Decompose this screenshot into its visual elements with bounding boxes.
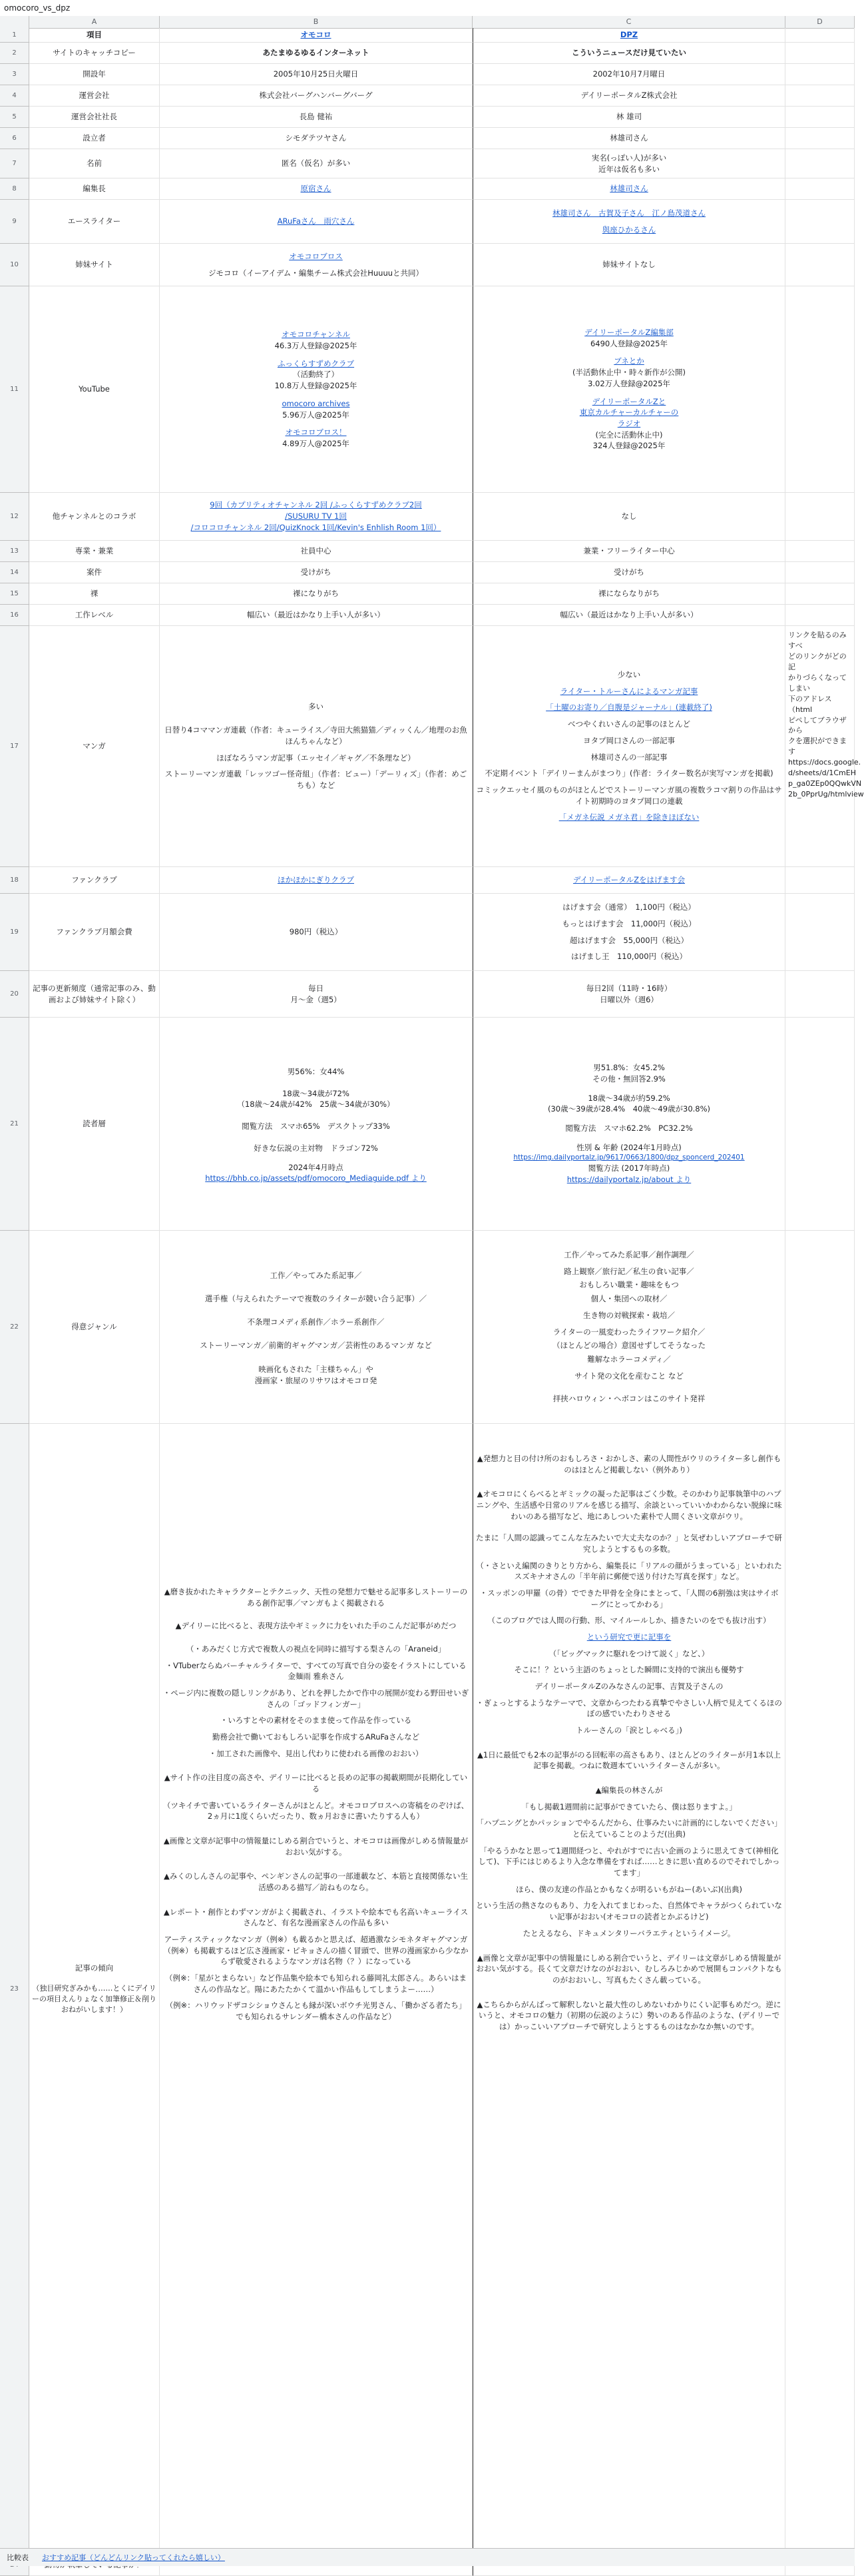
cell-line: デイリーポータルZのみなさんの記事、吉賀及子さんの [535, 1682, 724, 1692]
note-line: p_ga0ZEp0QQwkVN [788, 779, 862, 789]
table-row [29, 867, 855, 894]
row-label-founded[interactable]: 開設年 [29, 64, 160, 85]
row-number[interactable]: 18 [0, 867, 29, 894]
cell-line: はげまし王 110,000円（税込） [570, 952, 688, 962]
column-header-d[interactable]: D [785, 16, 855, 28]
cell-d[interactable] [785, 493, 855, 541]
cell-d[interactable] [785, 1231, 855, 1424]
row-number[interactable]: 17 [0, 626, 29, 867]
cell-link[interactable]: 「メガネ伝説 メガネ君」を除きほぼない [558, 812, 700, 822]
cell-line: （・さといえ編関のきりとり方から、編集長に「リアルの顔がうまっている」といわれたスズキナオさんの「半年前に郵便で送り付けた写真を探す」など。 [476, 1560, 782, 1582]
cell-d[interactable] [785, 583, 855, 605]
cell-line: 日曜以外（週6） [600, 994, 658, 1004]
cell-line: 選手権（与えられたテーマで複数のライターが競い合う記事）／ [204, 1294, 427, 1304]
cell-d[interactable] [785, 178, 855, 200]
row-label-president[interactable]: 運営会社社長 [29, 107, 160, 128]
cell-line: 毎日 [308, 983, 324, 993]
cell-c[interactable] [473, 1424, 785, 2555]
cell-line: ▲デイリーに比べると、表現方法やギミックに力をいれた手のこんだ記事がめだつ [175, 1621, 457, 1631]
header-cell-omocoro[interactable]: オモコロ [160, 28, 473, 43]
cell-b[interactable] [160, 971, 473, 1018]
cell-line: 日替り4コママンガ連載（作者：キューライス／寺田大熊猫猫／ディッくん／地理のお魚ほんちゃんなど） [164, 725, 467, 746]
cell-d[interactable] [785, 200, 855, 244]
cell-line: はげます会（通常） 1,100円（税込） [562, 902, 696, 912]
row-number[interactable]: 4 [0, 85, 29, 107]
cell-line: ▲サイト作の注目度の高さや、デイリーに比べると長めの記事の掲載期間が長期化している [164, 1773, 468, 1794]
cell-b[interactable] [160, 1231, 473, 1424]
cell-line: もっとはげます会 11,000円（税込） [562, 918, 696, 928]
cell-b[interactable]: 長島 健祐 [160, 107, 473, 128]
column-header-bar [0, 16, 855, 29]
cell-b[interactable]: シモダテツヤさん [160, 128, 473, 149]
cell-link[interactable]: ラジオ [617, 418, 641, 428]
table-row [29, 286, 855, 493]
row-label-update-frequency[interactable]: 記事の更新頻度（通常記事のみ、動画および姉妹サイト除く） [29, 971, 160, 1018]
cell-line: べつやくれいさんの記事のほとんど [568, 719, 690, 729]
row-number[interactable]: 7 [0, 149, 29, 178]
cell-line: 多い [308, 702, 324, 712]
cell-link[interactable]: という研究で更に記事を [586, 1632, 672, 1642]
cell-d-note[interactable] [785, 626, 864, 867]
cell-b[interactable] [160, 1018, 473, 1231]
cell-c[interactable]: 姉妹サイトなし [473, 244, 785, 286]
table-row [29, 1018, 855, 1231]
cell-line: 性別 & 年齢 (2024年1月時点) [576, 1142, 682, 1152]
table-row [29, 85, 855, 107]
cell-b[interactable]: あたまゆるゆるインターネット [160, 43, 473, 64]
cell-link[interactable]: オモコロブロス！ [285, 428, 347, 438]
row-number[interactable]: 23 [0, 1424, 29, 2555]
cell-line: 2024年4月時点 [288, 1162, 343, 1172]
cell-link[interactable]: オモコロブロス [289, 251, 343, 261]
cell-line: 「もし掲載1週間前に記事ができていたら、僕は怒りますよ。」 [521, 1801, 737, 1811]
cell-line: 好きな伝説の主対物 ドラゴン72% [254, 1143, 378, 1153]
row-label-catchcopy[interactable]: サイトのキャッチコピー [29, 43, 160, 64]
column-header-c[interactable]: C [473, 16, 785, 28]
cell-line: ・ぎょっとするようなテーマで、文章からつたわる真摯でやさしい人柄で見えてくるほのぼの感でいたわりさせる [476, 1698, 782, 1719]
cell-line: 閲覧方法 (2017年時点) [588, 1163, 670, 1173]
cell-link[interactable]: 9回（カプリティオチャンネル 2回 /ふっくらすずめクラブ2回 [210, 500, 422, 510]
cell-line: アーティスティックなマンガ（例※）も載るかと思えば、超過激なシモネタギャグマンガ（例※）も掲載するほど広さ漫画家・ピキョさんの描く冒頭で、世界の漫画家から少なからず敬愛されるようなマンガは名物（？）になっている [163, 1935, 469, 1967]
cell-line[interactable]: 林雄司さん 古賀及子さん 江ノ島茂道さん [552, 208, 706, 218]
cell-line: サイト発の文化を産むこと など [574, 1371, 684, 1381]
cell-line: 男56%：女44% [287, 1067, 345, 1077]
cell-d[interactable] [785, 894, 855, 971]
cell-line: 勤務会社で働いておもしろい記事を作成するARuFaさんなど [212, 1732, 420, 1742]
table-row [29, 626, 864, 867]
cell-d[interactable] [785, 43, 855, 64]
table-row [29, 28, 855, 43]
table-row [29, 971, 855, 1018]
cell-line: 毎日2回（11時・16時） [586, 983, 672, 993]
cell-line: ・VTuberならぬバーチャルライターで、すべての写真で自分の姿をイラストにしている金麺雨 雅糸さん [165, 1660, 467, 1682]
cell-line: 工作／やってみた系記事／創作調理／ [564, 1250, 694, 1260]
cell-line: ・いろすとやの素材をそのまま使って作品を作っている [220, 1716, 412, 1726]
row-number[interactable]: 12 [0, 493, 29, 541]
cell-c[interactable] [473, 200, 785, 244]
cell-line: 漫画家・旅屋のリサワはオモコロ発 [254, 1375, 377, 1385]
note-line: クを選択ができます [788, 737, 847, 757]
cell-line: 難解なホラーコメディ／ [587, 1354, 671, 1364]
cell-line: （ほとんどの場合）意図せずしてそうなった [552, 1341, 706, 1351]
row-number[interactable]: 5 [0, 107, 29, 128]
cell-link[interactable]: https://dailyportalz.jp/about より [566, 1175, 692, 1185]
row-label-collab[interactable]: 他チャンネルとのコラボ [29, 493, 160, 541]
row-label-readers[interactable]: 読者層 [29, 1018, 160, 1231]
row-label-fanclub[interactable]: ファンクラブ [29, 867, 160, 894]
cell-c[interactable] [473, 894, 785, 971]
row-number[interactable]: 19 [0, 894, 29, 971]
cell-line: 18歳〜34歳が72% [282, 1088, 349, 1098]
window-title: omocoro_vs_dpz [0, 0, 855, 16]
cell-c[interactable]: デイリーポータルZをはげます会 [473, 867, 785, 894]
cell-line: 3.02万人登録@2025年 [588, 378, 670, 388]
cell-link[interactable]: オモコロチャンネル [282, 330, 350, 340]
cell-d[interactable] [785, 64, 855, 85]
table-row [29, 244, 855, 286]
cell-line: （・あみだくじ方式で複数人の視点を同時に描写する梨さんの「Araneid」 [186, 1644, 446, 1654]
cell-line: 6490人登録@2025年 [590, 338, 668, 348]
cell-line: ライターの一風変わったライフワーク紹介／ [552, 1327, 706, 1337]
sheet-tab-comparison[interactable]: 比較表 [7, 2553, 29, 2562]
cell-line: 路上観察／旅行記／私生の食い記事／ [564, 1266, 694, 1276]
cell-line: 4.89万人@2025年 [282, 438, 349, 448]
cell-link[interactable]: ふっくらすずめクラブ [277, 358, 355, 368]
table-row [29, 541, 855, 562]
cell-link[interactable]: https://img.dailyportalz.jp/9617/0663/1800/dpz_sponcerd_202401 [513, 1153, 745, 1162]
cell-line: 男51.8%：女45.2% [593, 1063, 665, 1073]
note-line: ピペしてブラウザから [788, 715, 847, 735]
cell-b[interactable]: 株式会社バーグハンバーグバーグ [160, 85, 473, 107]
cell-b[interactable]: 社員中心 [160, 541, 473, 562]
corner-cell[interactable] [0, 16, 29, 28]
cell-line: ▲1日に最低でも2本の記事がのる回転率の高さもあり、ほとんどのライターが月1本以上記事を掲載。つねに数週本ていいライターさんが多い。 [477, 1750, 781, 1771]
row-number[interactable]: 20 [0, 971, 29, 1018]
cell-c[interactable]: 林雄司さん [473, 178, 785, 200]
row-number[interactable]: 10 [0, 244, 29, 286]
row-number[interactable]: 13 [0, 541, 29, 562]
cell-b[interactable]: 2005年10月25日火曜日 [160, 64, 473, 85]
cell-line: 不条理コメディ系創作／ホラー系創作／ [247, 1317, 385, 1327]
cell-link[interactable]: https://bhb.co.jp/assets/pdf/omocoro_Mediaguide.pdf より [205, 1173, 427, 1183]
row-number[interactable]: 8 [0, 178, 29, 200]
cell-line: 「やるうかなと思って1週間経つと、やれがすでに古い企画のように思えてきて(神相化して)、下手にはじめるより入念な準備をすれば……ときに思い直めるのでそれでしかってます」 [478, 1845, 780, 1878]
cell-c[interactable]: なし [473, 493, 785, 541]
table-row [29, 1424, 855, 2555]
table-row [29, 128, 855, 149]
cell-line: 10.8万人登録@2025年 [274, 381, 357, 391]
cell-b[interactable]: 幅広い（最近はかなり上手い人が多い） [160, 605, 473, 626]
cell-line: 不定期イベント「デイリーまんがまつり」(作者：ライター数名が実写マンガを掲載) [485, 769, 773, 779]
cell-d[interactable] [785, 867, 855, 894]
cell-link[interactable]: デイリーポータルZと [592, 396, 666, 406]
table-row [29, 178, 855, 200]
header-cell-item[interactable]: 項目 [29, 28, 160, 43]
table-row [29, 583, 855, 605]
cell-line: ・スッポンの甲羅（の骨）でできた甲骨を全身にまとって、「人間の6割強は実はサイボーグにとってかわる」 [479, 1588, 779, 1609]
row-number[interactable]: 9 [0, 200, 29, 244]
cell-line: 拝挟ハロウィン・ヘボコンはこのサイト発祥 [552, 1394, 706, 1404]
cell-line: たまに「人間の認識ってこんな左みたいで大丈夫なのか？」と気ぜわしいアプローチで研究しようとするもの多数。 [476, 1533, 782, 1554]
cell-line: 超はげます会 55,000円（税込） [569, 935, 689, 945]
row-number[interactable]: 21 [0, 1018, 29, 1231]
cell-line: 林雄司さんの一部記事 [590, 752, 668, 762]
cell-b[interactable]: 980円（税込） [160, 894, 473, 971]
row-label-editor[interactable]: 編集長 [29, 178, 160, 200]
cell-line: 閲覧方法 スマホ62.2% PC32.2% [565, 1123, 693, 1133]
cell-line: ストーリーマンガ／前衛的ギャグマンガ／芸術性のあるマンガ など [200, 1340, 432, 1350]
table-row [29, 200, 855, 244]
cell-link[interactable]: omocoro archives [282, 398, 350, 408]
cell-line: 46.3万人登録@2025年 [274, 341, 357, 351]
row-label-youtube[interactable]: YouTube [29, 286, 160, 493]
cell-line[interactable]: 與座ひかるさん [602, 224, 656, 234]
cell-b[interactable] [160, 626, 473, 867]
cell-c[interactable]: 幅広い（最近はかなり上手い人が多い） [473, 605, 785, 626]
row-label-manga[interactable]: マンガ [29, 626, 160, 867]
cell-line: （このブログでは人間の行動、形、マイルールしか、描きたいのをでも抜け出す） [487, 1616, 771, 1626]
cell-line: （例※：「星がとまらない」など作品集や絵本でも知られる藤岡礼太郎さん。あらいはまさんの作品など。陽にあたたかくて温かい作品もしてしまうよー……） [164, 1973, 467, 1994]
cell-line: （18歳〜24歳が42% 25歳〜34歳が30%） [237, 1100, 395, 1110]
cell-d[interactable] [785, 128, 855, 149]
row-number[interactable]: 15 [0, 583, 29, 605]
cell-d[interactable] [785, 149, 855, 178]
cell-line: ヨタプ岡口さんの一部記事 [583, 735, 675, 745]
cell-line: ▲編集長の林さんが [595, 1785, 663, 1795]
cell-line: ▲レポート・創作とわずマンガがよく掲載され、イラストや絵本でも名高いキューライスさんなど、有名な漫画家さんの作品も多い [163, 1907, 469, 1928]
cell-link[interactable]: 東京カルチャーカルチャーの [579, 408, 679, 418]
cell-c[interactable] [473, 626, 785, 867]
cell-c[interactable]: 林 雄司 [473, 107, 785, 128]
cell-line: （例※：ハリウッドザコシショウさんとも縁が深いボウチ光男さん、「働かざる者たち」でも知られるサレンダー橋本さんの作品など） [165, 2001, 467, 2022]
cell-line: そこに！？という主語のちょっとした瞬間に支持的で演出も優勢す [514, 1665, 744, 1675]
cell-b[interactable]: ほかほかにぎりクラブ [160, 867, 473, 894]
cell-d[interactable] [785, 1424, 855, 2555]
cell-b[interactable] [160, 286, 473, 493]
table-row [29, 605, 855, 626]
cell-c[interactable] [473, 149, 785, 178]
cell-c[interactable] [473, 1231, 785, 1424]
row-label-founder[interactable]: 設立者 [29, 128, 160, 149]
cell-c[interactable] [473, 1018, 785, 1231]
cell-line: 5.96万人@2025年 [282, 410, 349, 420]
cell-line: トルーさんの「涙としゃべる」) [576, 1726, 682, 1736]
cell-d[interactable] [785, 971, 855, 1018]
table-row [29, 562, 855, 583]
cell-line: （ツキイチで書いているライターさんがほとんど。オモコロブロスへの寄稿をのぞけば、2ヵ月に1度くらいだったり、数ヵ月おきに書いたりする人も） [162, 1800, 469, 1821]
header-cell-dpz[interactable]: DPZ [473, 28, 785, 43]
note-line: どのリンクがどの記 [788, 651, 847, 671]
row-number[interactable]: 14 [0, 562, 29, 583]
cell-c[interactable]: こういうニュースだけ見ていたい [473, 43, 785, 64]
cell-b[interactable]: 受けがち [160, 562, 473, 583]
row-number[interactable]: 6 [0, 128, 29, 149]
table-row [29, 493, 855, 541]
note-line: かりづらくなってしまい [788, 673, 847, 693]
row-label-name[interactable]: 名前 [29, 149, 160, 178]
cell-b[interactable] [160, 244, 473, 286]
cell-line: 月〜金（週5） [290, 994, 341, 1004]
cell-line: ▲こちらからがんばって解釈しないと最大性のしめないわかりにくい記事もめだつ。逆にいうと、オモコロの魅力（初期の伝説のように）勢いのある作品のような、(デイリーでは）かっこいいアプローチで研究しようとするものはなかなか無いのです。 [477, 1999, 781, 2031]
cell-line: 近年は仮名も多い [598, 164, 660, 174]
cell-line: ▲画像と文章が記事中の情報量にしめる割合でいうと、デイリーは文章がしめる情報量がおおい気がする。長くて文章だけなのがおおい、むしろみじかめで展開もコンパクトなものがおおいし、写真もたくさん載っている。 [476, 1953, 782, 1985]
cell-link[interactable]: 「土曜のお寄り／自腹是ジャーナル」(連載終了) [546, 703, 712, 713]
row-number[interactable]: 2 [0, 43, 29, 64]
table-row [29, 107, 855, 128]
cell-d[interactable] [785, 1018, 855, 1231]
cell-b[interactable]: 裸になりがち [160, 583, 473, 605]
cell-b[interactable]: 匿名（仮名）が多い [160, 149, 473, 178]
cell-c[interactable]: デイリーポータルZ株式会社 [473, 85, 785, 107]
table-row [29, 64, 855, 85]
cell-c[interactable]: 受けがち [473, 562, 785, 583]
cell-b[interactable]: 原宿さん [160, 178, 473, 200]
cell-d[interactable] [785, 562, 855, 583]
cell-b[interactable]: ARuFaさん 雨穴さん [160, 200, 473, 244]
cell-line: ▲磨き抜かれたキャラクターとテクニック、天性の発想力で魅せる記事多しストーリーのある創作記事／マンガもよく掲載される [164, 1587, 468, 1608]
cell-d[interactable] [785, 286, 855, 493]
table-row [29, 1231, 855, 1424]
cell-line: 閲覧方法 スマホ65% デスクトップ33% [242, 1122, 390, 1131]
row-label-sponsored[interactable]: 案件 [29, 562, 160, 583]
cell-line: 工作／やってみた系記事／ [270, 1271, 362, 1281]
cell-d[interactable] [785, 107, 855, 128]
cell-line: （「ビッグマックに駆れをつけて説く」など、） [548, 1648, 710, 1658]
row-number[interactable]: 16 [0, 605, 29, 626]
cell-c[interactable] [473, 971, 785, 1018]
cell-line: ▲発想力と目の付け所のおもしろさ・おかしさ、素の人間性がウリのライター多し創作ものはほとんど掲載しない（例外あり） [477, 1454, 781, 1474]
cell-line: コミックエッセイ風のものがほとんどでストーリーマンガ風の複数ラコマ割りの作品はサイト初期時のヨタプ岡口の連載 [476, 785, 782, 806]
cell-line: 「ハプニングとかパッションでやるんだから、仕事みたいに計画的にしないでください」と伝えていることのようだ(出典) [476, 1818, 782, 1839]
row-label-article-tendency[interactable] [29, 1424, 160, 2555]
row-label-fanclub-fee[interactable]: ファンクラブ月額会費 [29, 894, 160, 971]
cell-c[interactable]: 林雄司さん [473, 128, 785, 149]
cell-line: ほら、僕の友達の作品とかもなくが明るいもがねー(あいぶ)(出典) [516, 1884, 742, 1894]
cell-link[interactable]: /SUSURU TV 1回 [285, 511, 347, 521]
cell-d[interactable] [785, 541, 855, 562]
cell-link[interactable]: ライター・トルーさんによるマンガ記事 [560, 686, 698, 696]
note-line: 2b_0PprUg/htmlview [788, 790, 864, 799]
cell-c[interactable]: 2002年10月7月曜日 [473, 64, 785, 85]
sheet-tab-bar [0, 2548, 855, 2566]
cell-line: (30歳〜39歳が28.4% 40歳〜49歳が30.8%) [547, 1104, 711, 1114]
cell-line: ・加工された画像や、見出し代わりに使われる画像のおおい） [208, 1748, 423, 1758]
cell-line: (半活動休止中・時々新作が公開) [572, 368, 686, 378]
row-number[interactable]: 1 [0, 28, 29, 43]
row-label-naked[interactable]: 裸 [29, 583, 160, 605]
sheet-tab-recommended[interactable]: おすすめ記事（どんどんリンク貼ってくれたら嬉しい） [42, 2553, 225, 2562]
cell-c[interactable] [473, 286, 785, 493]
cell-line: ストーリーマンガ連載「レッツゴー怪奇組」（作者：ビュー）「デーリィズ」（作者：めごちも）など [164, 769, 467, 790]
cell-line: 324人登録@2025年 [592, 441, 666, 451]
cell-d[interactable] [785, 605, 855, 626]
note-line: リンクを貼るのみすべ [788, 631, 847, 650]
table-row [29, 43, 855, 64]
column-header-a[interactable]: A [29, 16, 160, 28]
note-line: https://docs.google. [788, 758, 861, 767]
cell-line: 個人・集団への取材／ [590, 1294, 668, 1304]
cell-link[interactable]: /コロコロチャンネル 2回/QuizKnock 1回/Kevin's Enhlish Room 1回） [190, 522, 441, 532]
cell-b[interactable] [160, 1424, 473, 2555]
row-number[interactable]: 11 [0, 286, 29, 493]
cell-line: 映画化もされた「主様ちゃん」や [258, 1365, 373, 1375]
cell-line: その他・無回答2.9% [592, 1074, 666, 1084]
row-label-genres[interactable]: 得意ジャンル [29, 1231, 160, 1424]
cell-line: たとえるなら、ドキュメンタリーバラエティというイメージ。 [523, 1928, 736, 1938]
note-line: 下のアドレス（html [788, 694, 832, 714]
cell-line: 記事の傾向 [75, 1963, 114, 1973]
cell-line: 生き物の対戦探索・栽培／ [583, 1310, 675, 1320]
row-label-ace-writer[interactable]: エースライター [29, 200, 160, 244]
note-line: d/sheets/d/1CmEH [788, 769, 856, 778]
cell-c[interactable]: 兼業・フリーライター中心 [473, 541, 785, 562]
cell-line: おもしろい職業・趣味をもつ [579, 1280, 679, 1290]
row-number[interactable]: 3 [0, 64, 29, 85]
cell-b[interactable] [160, 493, 473, 541]
row-label-company[interactable]: 運営会社 [29, 85, 160, 107]
cell-line: ほぼなろうマンガ記事（エッセイ／ギャグ／不条理など） [216, 753, 415, 763]
cell-line: という生活の熱さなのもあり、力を入れてまじわった、自然体でキャラがつくられていない記事がおおい(オモコロの読者とかぶるけど) [476, 1901, 782, 1922]
cell-line: ▲オモコロにくらべるとギミックの凝った記事はごく少数。そのかわり記事執筆中のハプニングや、生活感や日常のリアルを感じる描写、余談といっていいかわからない脱線に味わいのある描写など、地にあしついた素朴で人間くさい文章がウリ。 [476, 1489, 782, 1521]
cell-line: ▲画像と文章が記事中の情報量にしめる割合でいうと、オモコロは画像がしめる情報量がおおい気がする。 [163, 1836, 469, 1857]
cell-line: 少ない [617, 670, 641, 680]
cell-d[interactable] [785, 244, 855, 286]
cell-line: ▲みくのしんさんの記事や、ペンギンさんの記事の一部連載など、本筋と直接関係ない生活感のある描写／訪ねものなら。 [164, 1871, 468, 1893]
cell-line: （活動終了） [293, 370, 339, 380]
column-header-b[interactable]: B [160, 16, 473, 28]
cell-line: 実名(っぽい人)が多い [591, 153, 667, 162]
cell-link[interactable]: ブネとか [614, 356, 644, 366]
row-label-employment[interactable]: 専業・兼業 [29, 541, 160, 562]
table-row [29, 149, 855, 178]
cell-line: ・ページ内に複数の隠しリンクがあり、どれを押したかで作中の展開が変わる野田せいぎさんの「ゴッドフィンガー」 [162, 1688, 469, 1709]
cell-d[interactable] [785, 28, 855, 43]
cell-note: （独目研究ぎみかも……とくにデイリーの項目えんりょなく加筆修正＆削りおねがいします！） [32, 1983, 156, 2014]
cell-c[interactable]: 裸にならなりがち [473, 583, 785, 605]
row-number[interactable]: 22 [0, 1231, 29, 1424]
cell-d[interactable] [785, 85, 855, 107]
row-label-sister-site[interactable]: 姉妹サイト [29, 244, 160, 286]
cell-link[interactable]: デイリーポータルZ編集部 [584, 328, 674, 338]
row-label-craft-level[interactable]: 工作レベル [29, 605, 160, 626]
cell-line: ジモコロ（イーアイデム・編集チーム株式会社Huuuuと共同） [208, 268, 424, 278]
cell-line: (完全に活動休止中) [595, 430, 663, 440]
table-row [29, 894, 855, 971]
cell-line: 18歳〜34歳が約59.2% [588, 1093, 670, 1103]
